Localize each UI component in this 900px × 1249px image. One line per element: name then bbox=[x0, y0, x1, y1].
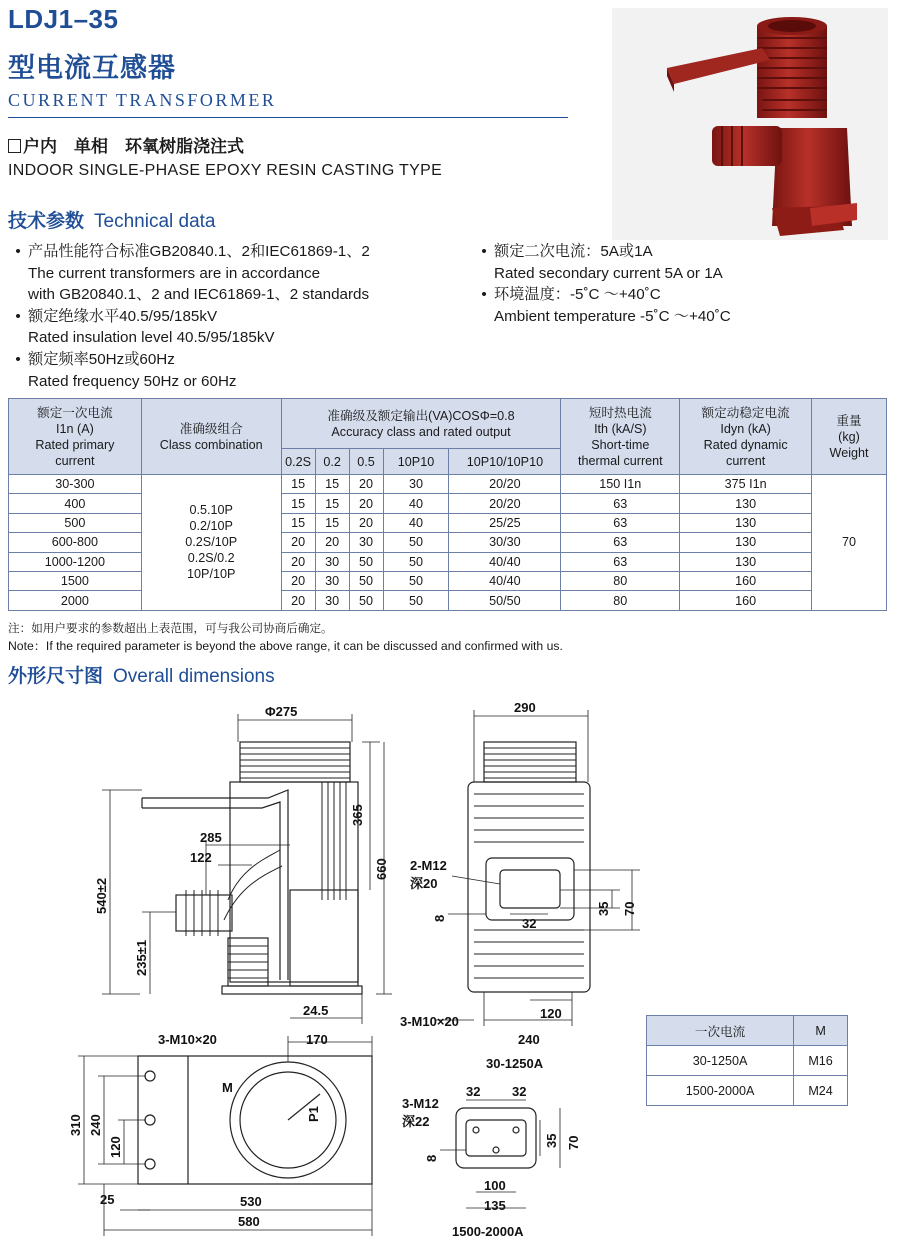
product-title-en: CURRENT TRANSFORMER bbox=[8, 90, 277, 110]
dim-label: 660 bbox=[374, 858, 389, 880]
product-model: LDJ1–35 bbox=[8, 4, 119, 34]
col-header-ith: 短时热电流 Ith (kA/S) Short-time thermal current bbox=[561, 399, 680, 475]
table-row: 1500-2000A M24 bbox=[647, 1076, 848, 1106]
plan-view bbox=[138, 1056, 372, 1184]
spec-table bbox=[8, 398, 887, 611]
dim-label: 32 bbox=[512, 1084, 527, 1099]
dim-label: 70 bbox=[622, 901, 637, 916]
col-header-weight: 重量 (kg) Weight bbox=[812, 399, 887, 475]
product-type-cn: 户内 单相 环氧树脂浇注式 bbox=[8, 132, 244, 157]
col-header-sub: 10P10 bbox=[383, 449, 449, 475]
dim-label: 122 bbox=[190, 850, 212, 865]
note-en: Note：If the required parameter is beyond the above range, it can be discussed and confirmed with us. bbox=[8, 639, 563, 653]
table-row: 30-1250A M16 bbox=[647, 1046, 848, 1076]
table-row: 1500 20 30 50 50 40/40 80 160 bbox=[9, 571, 887, 590]
col-header-class: 准确级组合 Class combination bbox=[141, 399, 281, 475]
dim-label: 32 bbox=[466, 1084, 481, 1099]
class-combination-cell: 0.5.10P 0.2/10P 0.2S/10P 0.2S/0.2 10P/10P bbox=[141, 475, 281, 611]
col-header-idyn: 额定动稳定电流 Idyn (kA) Rated dynamic current bbox=[680, 399, 812, 475]
table-row: 600-800 20 20 30 50 30/30 63 130 bbox=[9, 533, 887, 552]
col-header-primary: 额定一次电流 I1n (A) Rated primary current bbox=[9, 399, 142, 475]
dim-label: 285 bbox=[200, 830, 222, 845]
table-row: 400 15 15 20 40 20/20 63 130 bbox=[9, 494, 887, 513]
dim-label: 310 bbox=[68, 1114, 83, 1136]
tech-spec-right bbox=[474, 241, 774, 327]
col-header-sub: 10P10/10P10 bbox=[449, 449, 561, 475]
product-type-en: INDOOR SINGLE-PHASE EPOXY RESIN CASTING TYPE bbox=[8, 162, 443, 179]
dim-label: Φ275 bbox=[265, 704, 298, 719]
dim-label: 8 bbox=[424, 1154, 439, 1162]
dim-label: 70 bbox=[566, 1135, 581, 1150]
weight-cell: 70 bbox=[812, 475, 887, 611]
dim-label: 170 bbox=[306, 1032, 328, 1047]
checkbox-icon bbox=[8, 139, 21, 153]
front-view bbox=[142, 742, 362, 994]
detail-view bbox=[456, 1108, 536, 1168]
dimension-drawings bbox=[0, 690, 640, 1249]
col-header-sub: 0.2 bbox=[315, 449, 349, 475]
col-header-output: 准确级及额定输出(VA)COSΦ=0.8 Accuracy class and rated output bbox=[281, 399, 561, 449]
spec-line: The current transformers are in accordance bbox=[28, 264, 321, 282]
dim-label: 2-M12 bbox=[410, 858, 447, 873]
dim-label: 240 bbox=[518, 1032, 540, 1047]
table-row: 2000 20 30 50 50 50/50 80 160 bbox=[9, 591, 887, 610]
dim-label: 100 bbox=[484, 1178, 506, 1193]
dim-label: 35 bbox=[596, 901, 611, 916]
spec-item: • 额定绝缘水平40.5/95/185kV bbox=[15, 307, 218, 325]
drawing-caption: 1500-2000A bbox=[452, 1224, 524, 1239]
dim-label: 深20 bbox=[410, 876, 438, 891]
tech-spec-left bbox=[8, 241, 478, 392]
dim-label: 3-M10×20 bbox=[158, 1032, 217, 1047]
dim-label: 8 bbox=[432, 914, 447, 922]
spec-item: • 产品性能符合标准GB20840.1、2和IEC61869-1、2 bbox=[15, 243, 370, 260]
dim-label: 530 bbox=[240, 1194, 262, 1209]
spec-item: • 额定频率50Hz或60Hz bbox=[15, 350, 175, 368]
tech-heading: 技术参数 Technical data bbox=[8, 210, 216, 232]
dim-label: M bbox=[222, 1080, 233, 1095]
spec-item: • 额定二次电流：5A或1A bbox=[481, 243, 653, 260]
drawing-caption: 30-1250A bbox=[486, 1056, 544, 1071]
col-header: 一次电流 bbox=[647, 1016, 794, 1046]
spec-line: with GB20840.1、2 and IEC61869-1、2 standards bbox=[28, 286, 370, 304]
spec-line: Ambient temperature -5˚C ～+40˚C bbox=[494, 307, 731, 325]
dim-label: 240 bbox=[88, 1114, 103, 1136]
dim-label: 3-M12 bbox=[402, 1096, 439, 1111]
spec-line: Rated insulation level 40.5/95/185kV bbox=[28, 329, 275, 347]
dim-label: P1 bbox=[306, 1106, 321, 1122]
dim-label: 135 bbox=[484, 1198, 506, 1213]
note-cn: 注：如用户要求的参数超出上表范围，可与我公司协商后确定。 bbox=[8, 621, 333, 635]
dim-label: 290 bbox=[514, 700, 536, 715]
dim-label: 24.5 bbox=[303, 1003, 329, 1018]
side-view bbox=[468, 742, 590, 992]
col-header: M bbox=[794, 1016, 848, 1046]
col-header-sub: 0.5 bbox=[349, 449, 383, 475]
table-row: 30-300 0.5.10P 0.2/10P 0.2S/10P 0.2S/0.2 10P/10P 15 15 20 30 20/20 150 I1n 375 I1n 70 bbox=[9, 475, 887, 494]
dim-label: 120 bbox=[540, 1006, 562, 1021]
dim-label: 3-M10×20 bbox=[400, 1014, 459, 1029]
dim-label: 25 bbox=[100, 1192, 115, 1207]
dim-label: 35 bbox=[544, 1133, 559, 1148]
product-photo bbox=[612, 8, 888, 240]
spec-item: • 环境温度：-5˚C ～+40˚C bbox=[481, 286, 661, 304]
dimensions-heading: 外形尺寸图 Overall dimensions bbox=[8, 665, 275, 687]
product-title-cn: 型电流互感器 bbox=[8, 53, 176, 84]
dim-label: 365 bbox=[350, 804, 365, 826]
dim-label: 120 bbox=[108, 1136, 123, 1158]
thread-table bbox=[646, 1015, 848, 1106]
table-row: 1000-1200 20 30 50 50 40/40 63 130 bbox=[9, 552, 887, 571]
dim-label: 580 bbox=[238, 1214, 260, 1229]
spec-line: Rated secondary current 5A or 1A bbox=[494, 264, 723, 282]
dim-label: 32 bbox=[522, 916, 537, 931]
dim-label: 235±1 bbox=[134, 939, 149, 976]
table-row: 500 15 15 20 40 25/25 63 130 bbox=[9, 513, 887, 532]
col-header-sub: 0.2S bbox=[281, 449, 315, 475]
dim-label: 深22 bbox=[402, 1114, 430, 1129]
dim-label: 540±2 bbox=[94, 877, 109, 914]
spec-line: Rated frequency 50Hz or 60Hz bbox=[28, 372, 237, 390]
title-divider bbox=[8, 117, 568, 118]
